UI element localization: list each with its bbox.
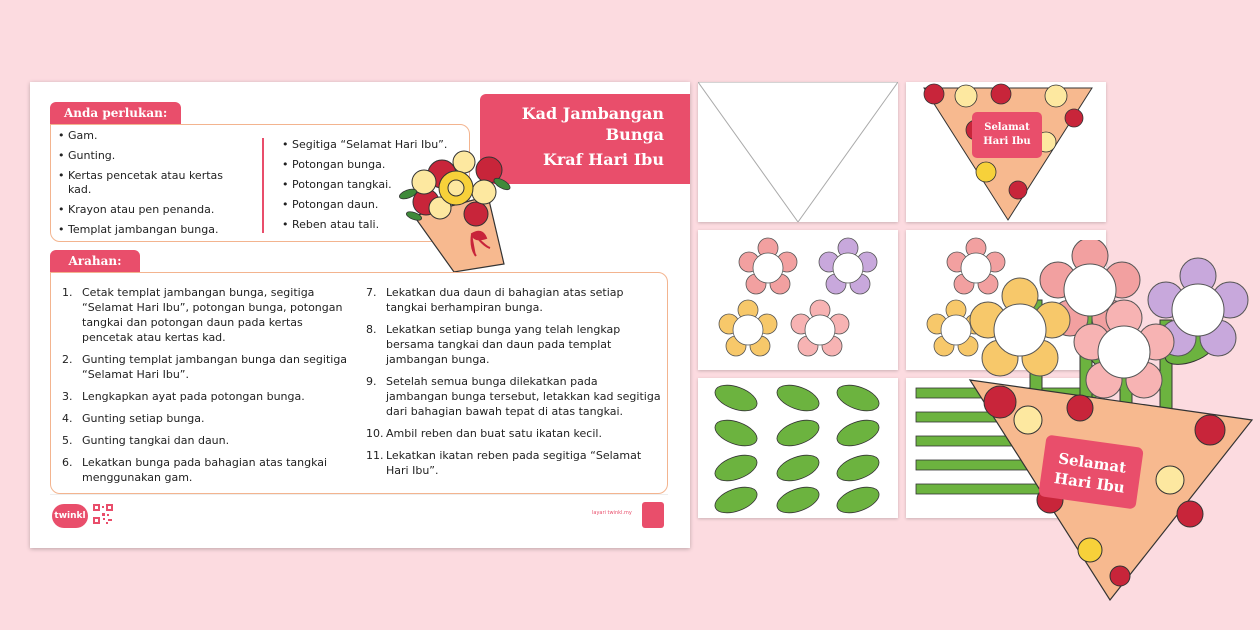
step-item <box>366 448 662 478</box>
footer-url: layari twinkl.my <box>592 510 632 516</box>
step-number: 9. <box>366 375 377 388</box>
step-text: Setelah semua bunga dilekatkan pada jambangan bunga tersebut, letakkan kad segitiga dari bahagian bawah tepat di atas tangkai. <box>386 375 661 418</box>
finished-card-label-line: Hari Ibu <box>1052 469 1126 497</box>
footer-divider <box>50 494 668 495</box>
triangle-outline <box>698 82 898 222</box>
material-item: • Kertas pencetak atau kertas kad. <box>58 169 238 197</box>
material-item: • Gam. <box>58 129 238 143</box>
step-text: Cetak templat jambangan bunga, segitiga “Selamat Hari Ibu”, potongan bunga, potongan tangkai dan potongan daun pada kertas pencetak atau kertas kad. <box>82 286 343 344</box>
step-number: 4. <box>62 412 73 425</box>
material-item: • Potongan bunga. <box>282 158 462 172</box>
step-text: Lekatkan ikatan reben pada segitiga “Selamat Hari Ibu”. <box>386 449 642 477</box>
badge-icon <box>642 502 664 528</box>
step-number: 1. <box>62 286 73 299</box>
step-text: Gunting setiap bunga. <box>82 412 205 425</box>
step-item <box>62 411 348 426</box>
flowers-page <box>698 230 898 370</box>
steps-heading: Arahan: <box>50 250 140 272</box>
material-item: • Potongan daun. <box>282 198 462 212</box>
step-number: 6. <box>62 456 73 469</box>
step-item <box>62 285 348 345</box>
step-item <box>366 426 662 441</box>
material-item: • Krayon atau pen penanda. <box>58 203 238 217</box>
title-line: Bunga <box>605 125 664 144</box>
step-text: Ambil reben dan buat satu ikatan kecil. <box>386 427 602 440</box>
step-text: Lekatkan dua daun di bahagian atas setiap tangkai berhampiran bunga. <box>386 286 624 314</box>
step-text: Gunting tangkai dan daun. <box>82 434 230 447</box>
triangle-label-line: Selamat <box>984 122 1030 133</box>
step-item <box>366 374 662 419</box>
step-item <box>62 389 348 404</box>
triangle-card-label <box>972 112 1042 158</box>
step-item <box>62 455 348 485</box>
finished-card-preview <box>960 240 1260 610</box>
qr-code-icon <box>92 503 114 525</box>
step-number: 8. <box>366 323 377 336</box>
materials-heading: Anda perlukan: <box>50 102 181 124</box>
worksheet-page <box>30 82 690 548</box>
step-number: 7. <box>366 286 377 299</box>
steps-list-left <box>62 285 348 492</box>
template-page <box>698 82 898 222</box>
step-item <box>62 433 348 448</box>
materials-divider <box>262 138 264 233</box>
finished-card-label-line: Selamat <box>1057 449 1128 477</box>
material-item: • Templat jambangan bunga. <box>58 223 238 237</box>
step-number: 2. <box>62 353 73 366</box>
material-item: • Gunting. <box>58 149 238 163</box>
flower-cutouts <box>698 230 898 370</box>
steps-list-right <box>366 285 662 485</box>
step-text: Gunting templat jambangan bunga dan segitiga “Selamat Hari Ibu”. <box>82 353 348 381</box>
step-number: 5. <box>62 434 73 447</box>
material-item: • Reben atau tali. <box>282 218 462 232</box>
bouquet-illustration <box>394 144 524 274</box>
step-number: 3. <box>62 390 73 403</box>
subtitle: Kraf Hari Ibu <box>542 150 664 169</box>
step-number: 10. <box>366 427 384 440</box>
step-number: 11. <box>366 449 384 462</box>
title-line: Kad Jambangan <box>521 104 664 123</box>
step-item <box>366 285 662 315</box>
step-text: Lekatkan bunga pada bahagian atas tangkai menggunakan gam. <box>82 456 328 484</box>
triangle-label-line: Hari Ibu <box>983 136 1031 147</box>
leaf-cutouts <box>698 378 898 518</box>
step-item <box>62 352 348 382</box>
step-item <box>366 322 662 367</box>
materials-list-left <box>58 129 238 243</box>
step-text: Lengkapkan ayat pada potongan bunga. <box>82 390 305 403</box>
leaves-page <box>698 378 898 518</box>
material-item: • Potongan tangkai. <box>282 178 462 192</box>
material-item: • Segitiga “Selamat Hari Ibu”. <box>282 138 462 152</box>
twinkl-logo: twinkl <box>52 504 88 528</box>
step-text: Lekatkan setiap bunga yang telah lengkap bersama tangkai dan daun pada templat jambangan bunga. <box>386 323 621 366</box>
